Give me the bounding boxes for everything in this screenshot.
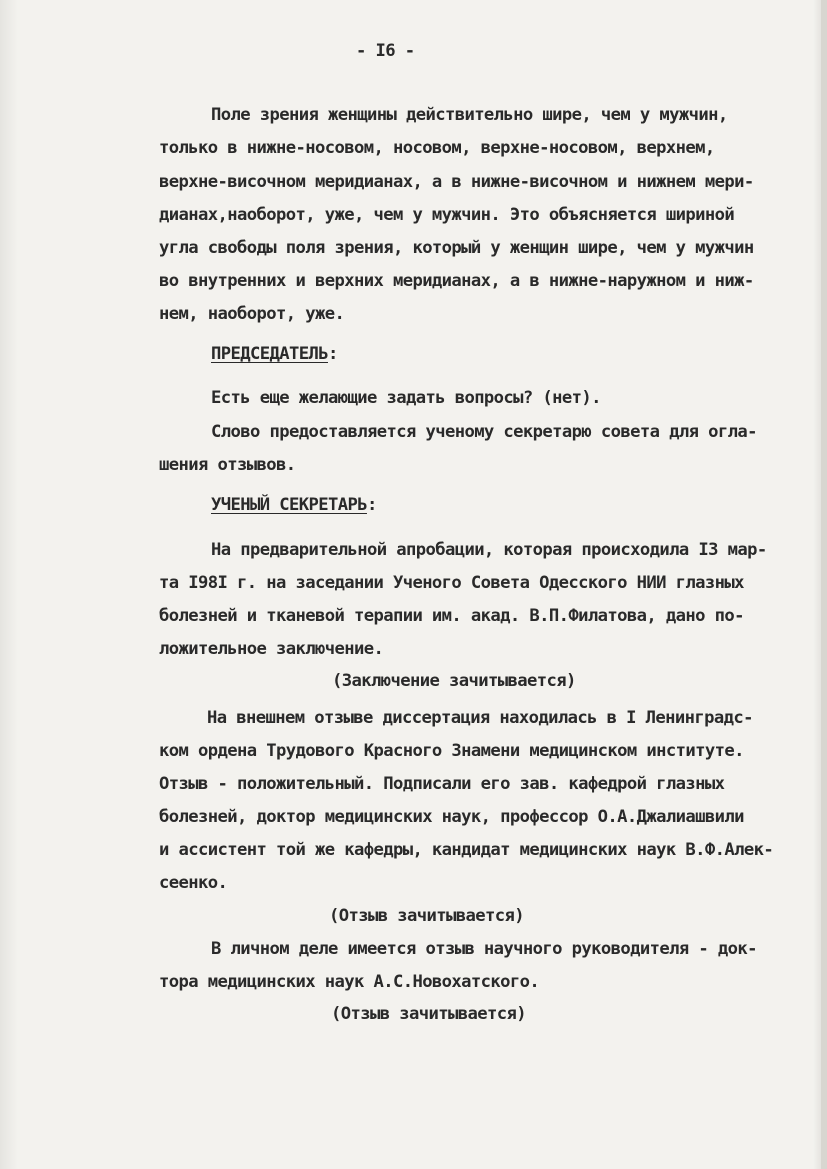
speaker-colon: : xyxy=(366,495,377,515)
reading-note: (Заключение зачитывается) xyxy=(332,671,576,691)
text-line: болезней, доктор медицинских наук, профессор О.А.Джалиашвили xyxy=(159,807,744,827)
text-line: Отзыв - положительный. Подписали его зав. кафедрой глазных xyxy=(159,774,725,794)
text-line: верхне-височном меридианах, а в нижне-височном и нижнем мери- xyxy=(159,172,754,192)
text-line: только в нижне-носовом, носовом, верхне-носовом, верхнем, xyxy=(159,138,715,158)
text-line: болезней и тканевой терапии им. акад. В.П.Филатова, дано по- xyxy=(159,606,744,626)
speaker-heading-secretary xyxy=(211,494,377,516)
text-line: угла свободы поля зрения, который у женщин шире, чем у мужчин xyxy=(159,238,754,258)
text-line: та I98I г. на заседании Ученого Совета Одесского НИИ глазных xyxy=(159,573,744,593)
text-line: Есть еще желающие задать вопросы? (нет). xyxy=(211,388,601,408)
text-line: ком ордена Трудового Красного Знамени медицинском институте. xyxy=(159,741,744,761)
text-line: Слово предоставляется ученому секретарю совета для огла- xyxy=(211,422,757,442)
text-line: и ассистент той же кафедры, кандидат медицинских наук В.Ф.Алек- xyxy=(159,840,774,860)
text-line: нем, наоборот, уже. xyxy=(159,304,345,324)
text-line: На внешнем отзыве диссертация находилась в I Ленинградс- xyxy=(207,708,753,728)
reading-note: (Отзыв зачитывается) xyxy=(329,906,524,926)
text-line: ложительное заключение. xyxy=(159,639,384,659)
reading-note: (Отзыв зачитывается) xyxy=(331,1004,526,1024)
text-line: во внутренних и верхних меридианах, а в нижне-наружном и ниж- xyxy=(159,271,754,291)
text-line: шения отзывов. xyxy=(159,455,296,475)
text-line: Поле зрения женщины действительно шире, чем у мужчин, xyxy=(211,105,728,125)
text-line: тора медицинских наук А.С.Новохатского. xyxy=(159,972,540,992)
speaker-name: ПРЕДСЕДАТЕЛЬ xyxy=(211,344,328,364)
page-number: - I6 - xyxy=(356,41,415,61)
text-line: На предварительной апробации, которая происходила I3 мар- xyxy=(211,540,767,560)
text-line: В личном деле имеется отзыв научного руководителя - док- xyxy=(211,939,757,959)
speaker-colon: : xyxy=(327,344,338,364)
text-line: дианах,наоборот, уже, чем у мужчин. Это объясняется шириной xyxy=(159,205,735,225)
page-edge-shadow xyxy=(821,0,827,1169)
speaker-name: УЧЕНЫЙ СЕКРЕТАРЬ xyxy=(211,495,367,515)
speaker-heading-chairman xyxy=(211,343,338,365)
text-line: сеенко. xyxy=(159,873,228,893)
